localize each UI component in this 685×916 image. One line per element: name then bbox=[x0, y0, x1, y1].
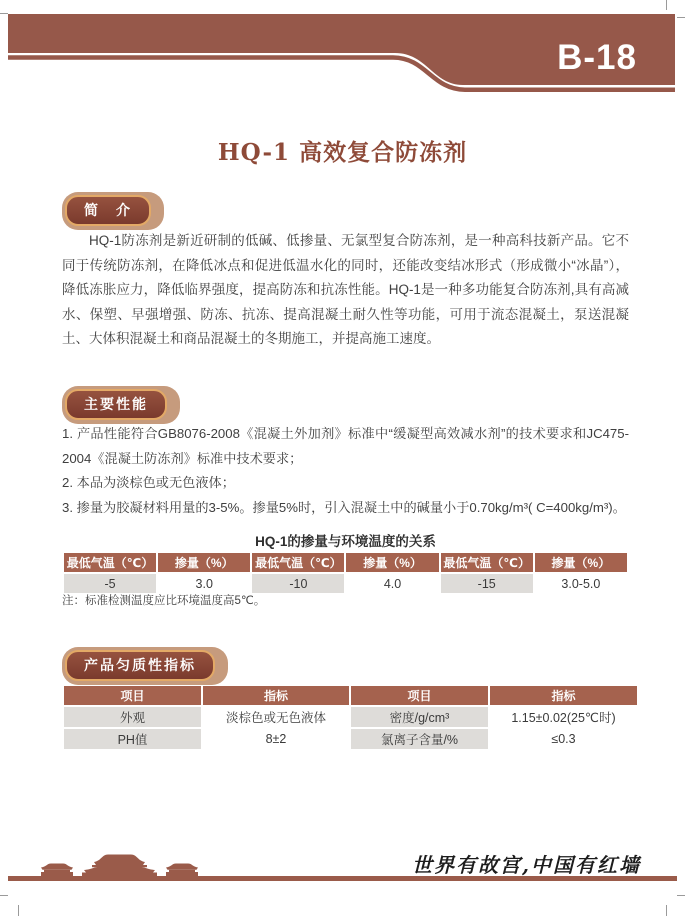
dosage-table-header: 掺量（%） bbox=[535, 553, 627, 572]
dosage-table-title: HQ-1的掺量与环境温度的关系 bbox=[255, 534, 436, 549]
section-badge-homogeneity bbox=[62, 647, 228, 685]
dosage-cell-temp: -10 bbox=[252, 574, 344, 593]
homogeneity-cell-value: ≤0.3 bbox=[490, 729, 637, 749]
dosage-cell-temp: -15 bbox=[441, 574, 533, 593]
section-badge-homogeneity-label: 产品匀质性指标 bbox=[65, 650, 215, 681]
homogeneity-table-row bbox=[64, 707, 637, 727]
homogeneity-cell-item: 氯离子含量/% bbox=[351, 729, 488, 749]
dosage-table-header: 最低气温（℃） bbox=[252, 553, 344, 572]
performance-item: 2. 本品为淡棕色或无色液体； bbox=[62, 475, 235, 490]
crop-mark-bottom-left-h bbox=[0, 895, 8, 896]
dosage-table-header: 最低气温（℃） bbox=[441, 553, 533, 572]
crop-mark-bottom-right-h bbox=[677, 895, 685, 896]
homogeneity-cell-value: 1.15±0.02(25℃时) bbox=[490, 707, 637, 727]
performance-item: 1. 产品性能符合GB8076-2008《混凝土外加剂》标准中“缓凝型高效减水剂”的技术要求和JC475-2004《混凝土防冻剂》标准中技术要求； bbox=[62, 426, 629, 466]
crop-mark-bottom-right-v bbox=[666, 905, 667, 916]
dosage-table-header: 最低气温（℃） bbox=[64, 553, 156, 572]
homogeneity-cell-item: PH值 bbox=[64, 729, 201, 749]
section-badge-performance-label: 主要性能 bbox=[65, 389, 167, 420]
footer-slogan: 世界有故宫,中国有红墙 bbox=[412, 853, 641, 877]
homogeneity-cell-item: 密度/g/cm³ bbox=[351, 707, 488, 727]
dosage-cell-dosage: 3.0 bbox=[158, 574, 250, 593]
intro-paragraph: HQ-1防冻剂是新近研制的低碱、低掺量、无氯型复合防冻剂，是一种高科技新产品。它不同于传统防冻剂，在降低冰点和促进低温水化的同时，还能改变结冰形式（形成微小“冰晶”），降低冻胀应力，降低临界强度，提高防冻和抗冻性能。HQ-1是一种多功能复合防冻剂,具有高减水、保塑、早强增强、防冻、抗冻、提高混凝土耐久性等功能，可用于流态混凝土，泵送混凝土、大体积混凝土和商品混凝土的冬期施工，并提高施工速度。 bbox=[62, 233, 629, 347]
homogeneity-cell-value: 淡棕色或无色液体 bbox=[203, 707, 349, 727]
crop-mark-bottom-left-v bbox=[18, 905, 19, 916]
homogeneity-cell-value: 8±2 bbox=[203, 729, 349, 749]
palace-silhouette-icon bbox=[32, 852, 207, 877]
section-badge-performance bbox=[62, 386, 180, 424]
homogeneity-table-header: 项目 bbox=[351, 686, 488, 705]
dosage-cell-dosage: 4.0 bbox=[346, 574, 438, 593]
dosage-table-header-row bbox=[64, 553, 627, 572]
dosage-table-row bbox=[64, 574, 627, 593]
homogeneity-table-header: 指标 bbox=[490, 686, 637, 705]
section-badge-intro bbox=[62, 192, 164, 230]
homogeneity-table-row bbox=[64, 729, 637, 749]
homogeneity-table-header-row bbox=[64, 686, 637, 705]
dosage-table-header: 掺量（%） bbox=[346, 553, 438, 572]
dosage-cell-dosage: 3.0-5.0 bbox=[535, 574, 627, 593]
page-code: B-18 bbox=[557, 38, 637, 77]
homogeneity-table bbox=[62, 684, 639, 751]
section-badge-intro-label: 简 介 bbox=[65, 195, 151, 226]
dosage-cell-temp: -5 bbox=[64, 574, 156, 593]
performance-item: 3. 掺量为胶凝材料用量的3-5%。掺量5%时，引入混凝土中的碱量小于0.70kg/m³( C=400kg/m³)。 bbox=[62, 499, 626, 515]
page-title: HQ-1 高效复合防冻剂 bbox=[217, 139, 468, 166]
dosage-table-header: 掺量（%） bbox=[158, 553, 250, 572]
homogeneity-cell-item: 外观 bbox=[64, 707, 201, 727]
dosage-table bbox=[62, 551, 629, 595]
dosage-table-note: 注：标准检测温度应比环境温度高5℃。 bbox=[62, 595, 266, 607]
performance-list bbox=[62, 422, 629, 520]
homogeneity-table-header: 指标 bbox=[203, 686, 349, 705]
homogeneity-table-header: 项目 bbox=[64, 686, 201, 705]
